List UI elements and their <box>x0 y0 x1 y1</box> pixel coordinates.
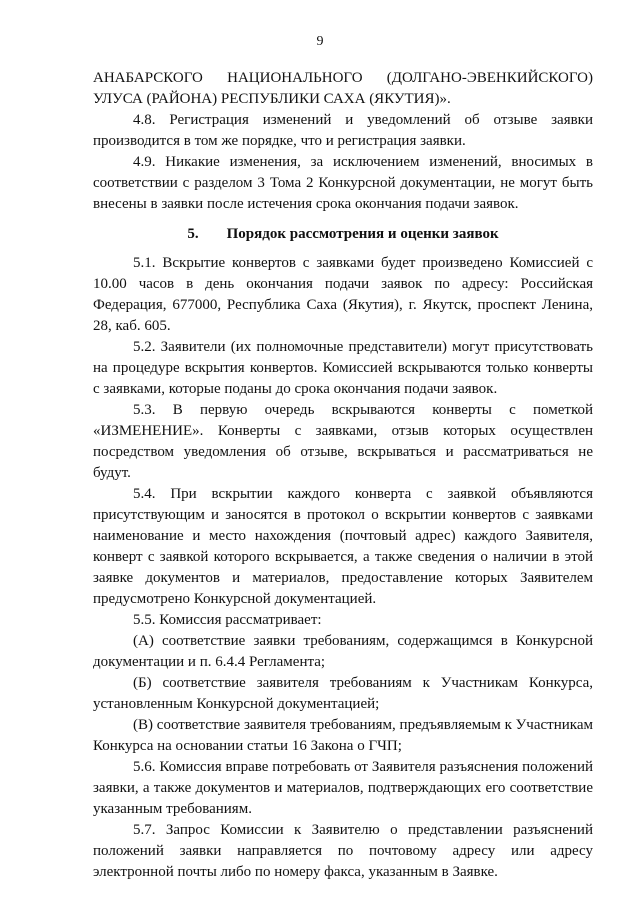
paragraph-5-3: 5.3. В первую очередь вскрываются конверты с пометкой «ИЗМЕНЕНИЕ». Конверты с заявками, отзыв которых осуществлен посредством уведомления об отзыве, вскрываться и рассматриваться не будут. <box>93 402 593 481</box>
paragraph-5-7: 5.7. Запрос Комиссии к Заявителю о представлении разъяснений положений заявки направляется по почтовому адресу или адресу электронной почты либо по номеру факса, указанным в Заявке. <box>93 822 593 880</box>
paragraph-5-5: 5.5. Комиссия рассматривает: <box>133 612 322 628</box>
document-body <box>93 68 593 883</box>
paragraph-5-1: 5.1. Вскрытие конвертов с заявками будет произведено Комиссией с 10.00 часов в день окончания подачи заявок по адресу: Российская Федерация, 677000, Республика Саха (Якутия), г. Якутск, проспект Ленина, 28, каб. 605. <box>93 255 593 334</box>
paragraph-5-5-v: (В) соответствие заявителя требованиям, предъявляемым к Участникам Конкурса на основании статьи 16 Закона о ГЧП; <box>93 717 593 754</box>
section-heading <box>93 224 593 245</box>
paragraph-5-5-b: (Б) соответствие заявителя требованиям к Участникам Конкурса, установленным Конкурсной документацией; <box>93 675 593 712</box>
page-number: 9 <box>316 34 324 49</box>
paragraph-4-8: 4.8. Регистрация изменений и уведомлений об отзыве заявки производится в том же порядке, что и регистрация заявки. <box>93 112 593 149</box>
section-number: 5. <box>187 226 199 242</box>
section-title: Порядок рассмотрения и оценки заявок <box>226 226 499 242</box>
paragraph-5-4: 5.4. При вскрытии каждого конверта с заявкой объявляются присутствующим и заносятся в протокол о вскрытии конвертов с заявками наименование и место нахождения (почтовый адрес) каждого Заявителя, конверт с заявкой которого вскрывается, а также сведения о наличии в этой заявке документов и материалов, предоставление которых Заявителем предусмотрено Конкурсной документацией. <box>93 486 593 607</box>
paragraph-5-2: 5.2. Заявители (их полномочные представители) могут присутствовать на процедуре вскрытия конвертов. Комиссией вскрываются только конверты с заявками, которые поданы до срока окончания подачи заявок. <box>93 339 593 397</box>
paragraph-company-name: АНАБАРСКОГО НАЦИОНАЛЬНОГО (ДОЛГАНО-ЭВЕНКИЙСКОГО) УЛУСА (РАЙОНА) РЕСПУБЛИКИ САХА (ЯКУТИЯ)». <box>93 70 593 107</box>
paragraph-5-6: 5.6. Комиссия вправе потребовать от Заявителя разъяснения положений заявки, а также документов и материалов, подтверждающих его соответствие указанным требованиям. <box>93 759 593 817</box>
paragraph-5-5-a: (А) соответствие заявки требованиям, содержащимся в Конкурсной документации и п. 6.4.4 Регламента; <box>93 633 593 670</box>
paragraph-4-9: 4.9. Никакие изменения, за исключением изменений, вносимых в соответствии с разделом 3 Тома 2 Конкурсной документации, не могут быть внесены в заявки после истечения срока окончания подачи заявок. <box>93 154 593 212</box>
